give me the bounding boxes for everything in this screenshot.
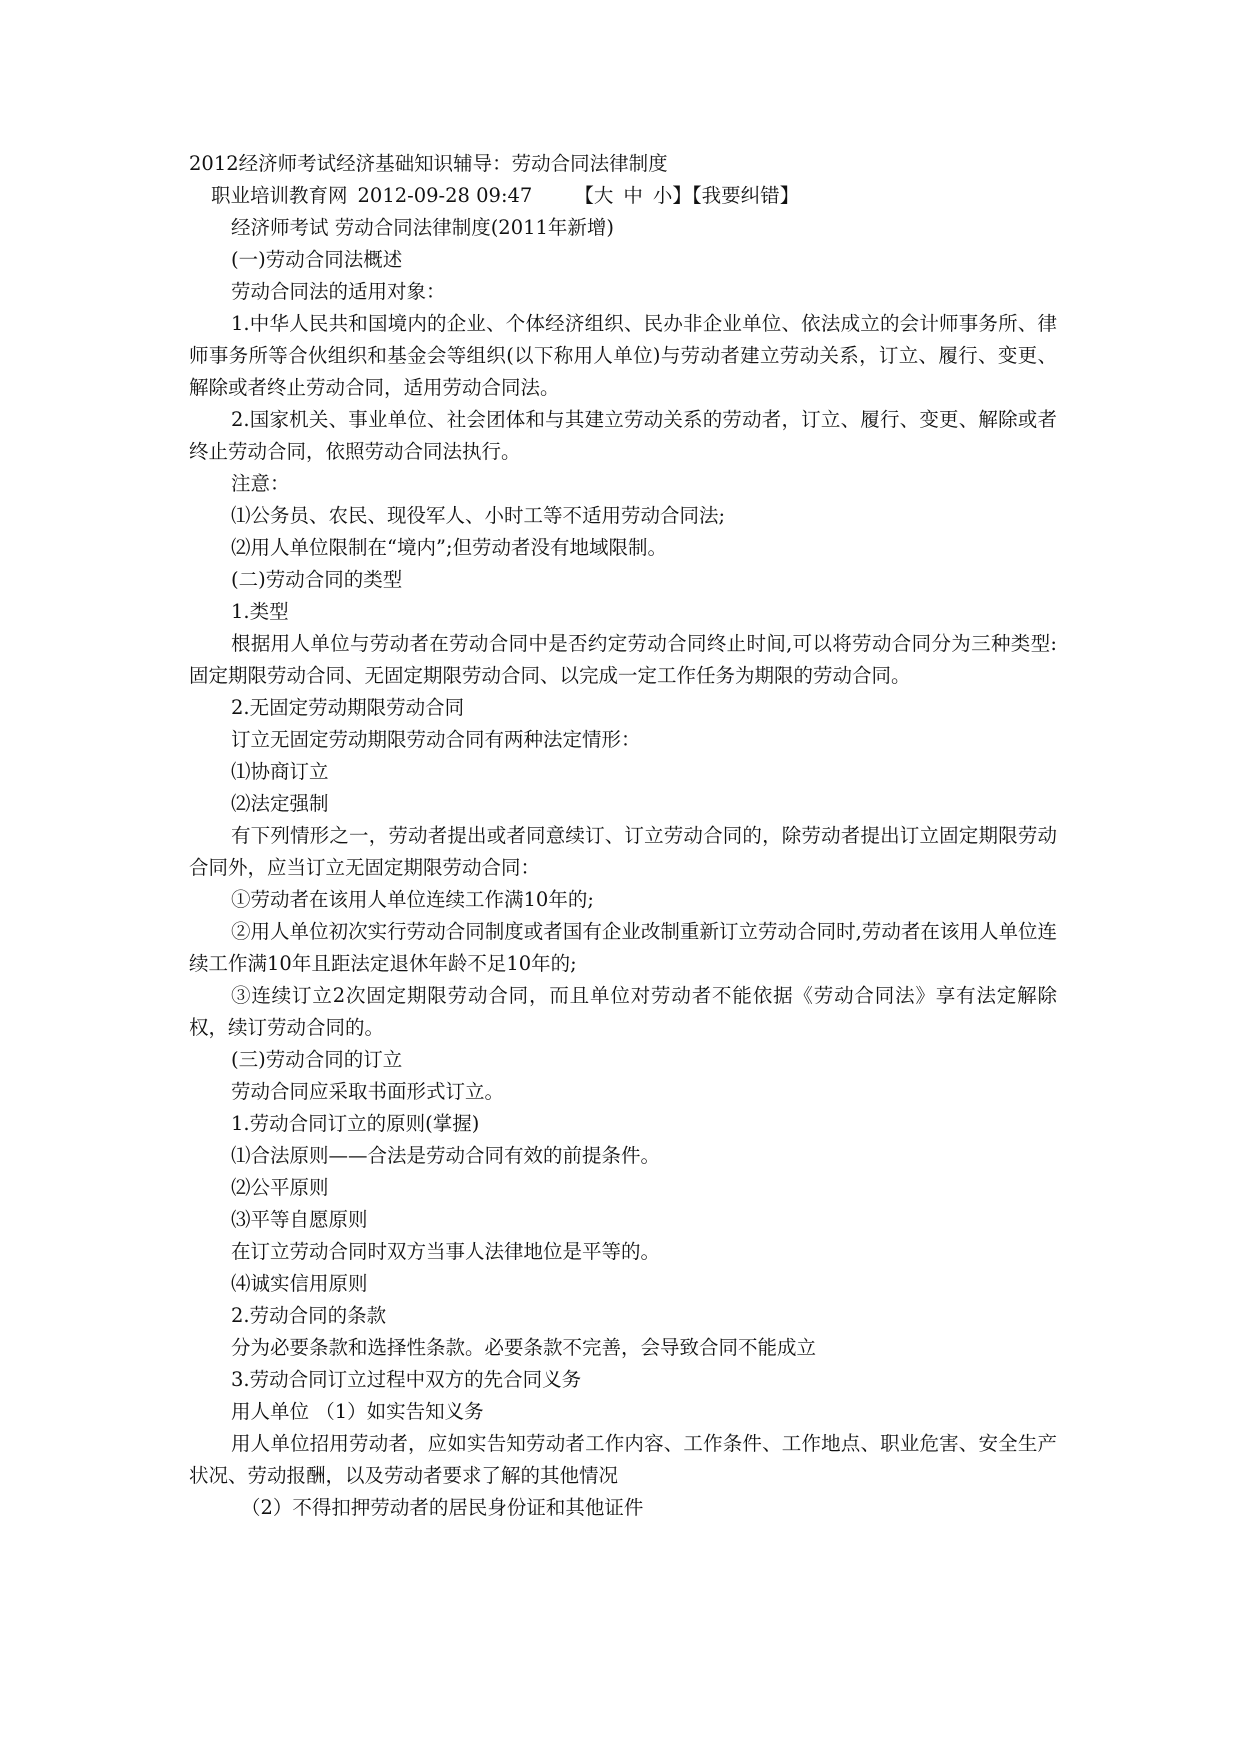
list-item: ⑶平等自愿原则 [231,1208,368,1231]
list-item: ⑵法定强制 [231,792,329,815]
sub-heading: 1.类型 [231,600,289,623]
paragraph: 2.国家机关、事业单位、社会团体和与其建立劳动关系的劳动者，订立、履行、变更、解除或者终止劳动合同，依照劳动合同法执行。 [189,408,1057,463]
sub-heading: 2.无固定劳动期限劳动合同 [231,696,465,719]
publish-datetime: 2012-09-28 09:47 [357,184,533,207]
section-heading-1: (一)劳动合同法概述 [231,248,403,271]
list-item: （2）不得扣押劳动者的居民身份证和其他证件 [241,1496,644,1519]
font-size-large-button[interactable]: 大 [593,184,614,207]
note-label: 注意： [231,472,290,495]
paragraph: 用人单位招用劳动者，应如实告知劳动者工作内容、工作条件、工作地点、职业危害、安全生产状况、劳动报酬，以及劳动者要求了解的其他情况 [189,1432,1057,1487]
page-title: 2012经济师考试经济基础知识辅导：劳动合同法律制度 [189,152,668,175]
article-meta [189,180,1057,212]
list-item: ⑵用人单位限制在“境内”;但劳动者没有地域限制。 [231,536,668,559]
paragraph: 劳动合同应采取书面形式订立。 [231,1080,505,1103]
article [189,148,1057,1524]
size-options [594,180,673,212]
list-item: ⑴公务员、农民、现役军人、小时工等不适用劳动合同法; [231,504,726,527]
bracket-mid: 】【 [672,184,702,207]
font-size-controls [574,180,799,212]
paragraph: 订立无固定劳动期限劳动合同有两种法定情形： [231,728,641,751]
paragraph: 分为必要条款和选择性条款。必要条款不完善，会导致合同不能成立 [231,1336,817,1359]
sub-heading: 2.劳动合同的条款 [231,1304,387,1327]
source-name: 职业培训教育网 [211,184,348,207]
sub-heading: 3.劳动合同订立过程中双方的先合同义务 [231,1368,582,1391]
section-heading-3: (三)劳动合同的订立 [231,1048,403,1071]
section-heading-2: (二)劳动合同的类型 [231,568,403,591]
paragraph: 用人单位 （1）如实告知义务 [231,1400,484,1423]
article-subtitle: 经济师考试 劳动合同法律制度(2011年新增) [231,216,615,239]
bracket-open: 【 [574,184,594,207]
list-item: ②用人单位初次实行劳动合同制度或者国有企业改制重新订立劳动合同时,劳动者在该用人单位连续工作满10年且距法定退休年龄不足10年的; [189,920,1057,975]
list-item: ⑴协商订立 [231,760,329,783]
list-item: ⑴合法原则——合法是劳动合同有效的前提条件。 [231,1144,661,1167]
bracket-close: 】 [779,184,800,207]
list-item: ③连续订立2次固定期限劳动合同，而且单位对劳动者不能依据《劳动合同法》享有法定解除权，续订劳动合同的。 [189,984,1057,1039]
sub-heading: 1.劳动合同订立的原则(掌握) [231,1112,480,1135]
font-size-small-button[interactable]: 小 [652,184,673,207]
list-item: ⑵公平原则 [231,1176,329,1199]
report-error-link[interactable]: 我要纠错 [701,184,780,207]
list-item: ⑷诚实信用原则 [231,1272,368,1295]
paragraph: 1.中华人民共和国境内的企业、个体经济组织、民办非企业单位、依法成立的会计师事务所、律师事务所等合伙组织和基金会等组织(以下称用人单位)与劳动者建立劳动关系，订立、履行、变更、解除或者终止劳动合同，适用劳动合同法。 [189,312,1057,399]
list-item: ①劳动者在该用人单位连续工作满10年的; [231,888,594,911]
paragraph: 根据用人单位与劳动者在劳动合同中是否约定劳动合同终止时间,可以将劳动合同分为三种类型:固定期限劳动合同、无固定期限劳动合同、以完成一定工作任务为期限的劳动合同。 [189,632,1057,687]
paragraph: 劳动合同法的适用对象： [231,280,446,303]
font-size-medium-button[interactable]: 中 [623,184,643,207]
paragraph: 有下列情形之一，劳动者提出或者同意续订、订立劳动合同的，除劳动者提出订立固定期限劳动合同外，应当订立无固定期限劳动合同： [189,824,1057,879]
paragraph: 在订立劳动合同时双方当事人法律地位是平等的。 [231,1240,661,1263]
